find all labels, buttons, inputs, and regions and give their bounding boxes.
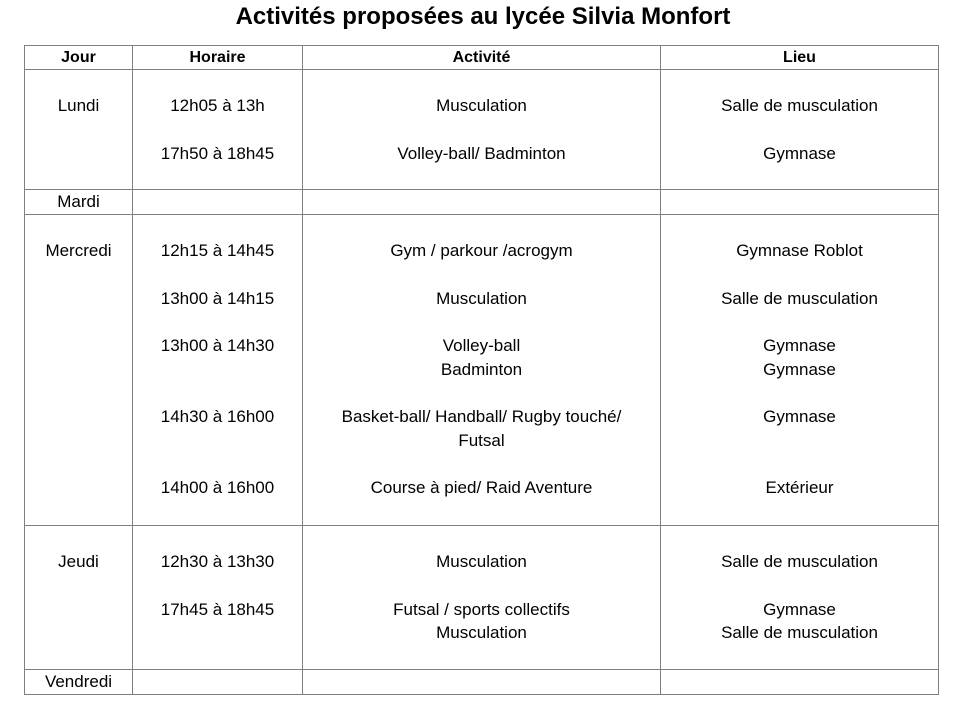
activite-entry: Volley-ball (442, 336, 521, 355)
day-cell (25, 190, 133, 215)
row-lundi (25, 70, 939, 190)
horaire-entry: 12h05 à 13h (170, 96, 265, 115)
row-vendredi (25, 670, 939, 695)
row-mardi (25, 190, 939, 215)
page-title: Activités proposées au lycée Silvia Monfort (235, 3, 731, 30)
day-cell (25, 670, 133, 695)
horaire-cell (133, 526, 303, 670)
lieu-entry: Extérieur (765, 478, 834, 497)
activite-entry: Musculation (436, 623, 527, 642)
lieu-entry: Gymnase (763, 599, 836, 619)
day-cell (25, 526, 133, 670)
activite-cell (303, 190, 661, 215)
lieu-entry: Gymnase (763, 336, 836, 355)
horaire-entry: 12h30 à 13h30 (160, 552, 275, 571)
activite-entry: Badminton (440, 359, 523, 379)
lieu-cell (661, 526, 939, 670)
day-name: Lundi (57, 96, 100, 115)
day-name: Mercredi (45, 241, 112, 260)
activite-entry: Futsal (458, 430, 505, 450)
activite-entry: Basket-ball/ Handball/ Rugby touché/ (341, 407, 622, 426)
header-horaire: Horaire (133, 46, 303, 70)
activite-entry: Course à pied/ Raid Aventure (370, 478, 593, 497)
activite-cell (303, 70, 661, 190)
horaire-cell (133, 190, 303, 215)
horaire-cell (133, 70, 303, 190)
horaire-cell (133, 670, 303, 695)
lieu-entry: Salle de musculation (721, 96, 878, 115)
activite-entry: Musculation (436, 552, 527, 571)
header-row (25, 46, 939, 70)
horaire-entry: 14h30 à 16h00 (160, 407, 275, 426)
horaire-entry: 14h00 à 16h00 (160, 478, 275, 497)
header-lieu: Lieu (661, 46, 939, 70)
horaire-entry: 12h15 à 14h45 (160, 241, 275, 260)
lieu-entry: Gymnase (763, 359, 836, 379)
activite-entry: Musculation (436, 288, 527, 308)
lieu-cell (661, 215, 939, 526)
day-name: Jeudi (58, 552, 99, 571)
horaire-entry: 13h00 à 14h30 (160, 336, 275, 355)
day-cell (25, 215, 133, 526)
horaire-entry: 17h45 à 18h45 (160, 599, 275, 619)
header-activite: Activité (303, 46, 661, 70)
day-cell (25, 70, 133, 190)
lieu-entry: Salle de musculation (721, 552, 878, 571)
horaire-cell (133, 215, 303, 526)
lieu-entry: Salle de musculation (721, 623, 878, 642)
activite-cell (303, 215, 661, 526)
day-name: Mardi (57, 192, 100, 211)
horaire-entry: 13h00 à 14h15 (160, 288, 275, 308)
lieu-cell (661, 190, 939, 215)
lieu-entry: Salle de musculation (721, 288, 878, 308)
schedule-table (24, 45, 939, 695)
lieu-cell (661, 70, 939, 190)
lieu-entry: Gymnase (763, 143, 836, 163)
activite-cell (303, 670, 661, 695)
activite-cell (303, 526, 661, 670)
lieu-entry: Gymnase (763, 407, 836, 426)
lieu-cell (661, 670, 939, 695)
activite-entry: Musculation (436, 96, 527, 115)
row-mercredi (25, 215, 939, 526)
row-jeudi (25, 526, 939, 670)
activite-entry: Volley-ball/ Badminton (397, 143, 566, 163)
lieu-entry: Gymnase Roblot (736, 241, 863, 260)
activite-entry: Gym / parkour /acrogym (390, 241, 573, 260)
horaire-entry: 17h50 à 18h45 (160, 143, 275, 163)
header-jour: Jour (25, 46, 133, 70)
day-name: Vendredi (44, 672, 113, 691)
activite-entry: Futsal / sports collectifs (393, 599, 570, 619)
